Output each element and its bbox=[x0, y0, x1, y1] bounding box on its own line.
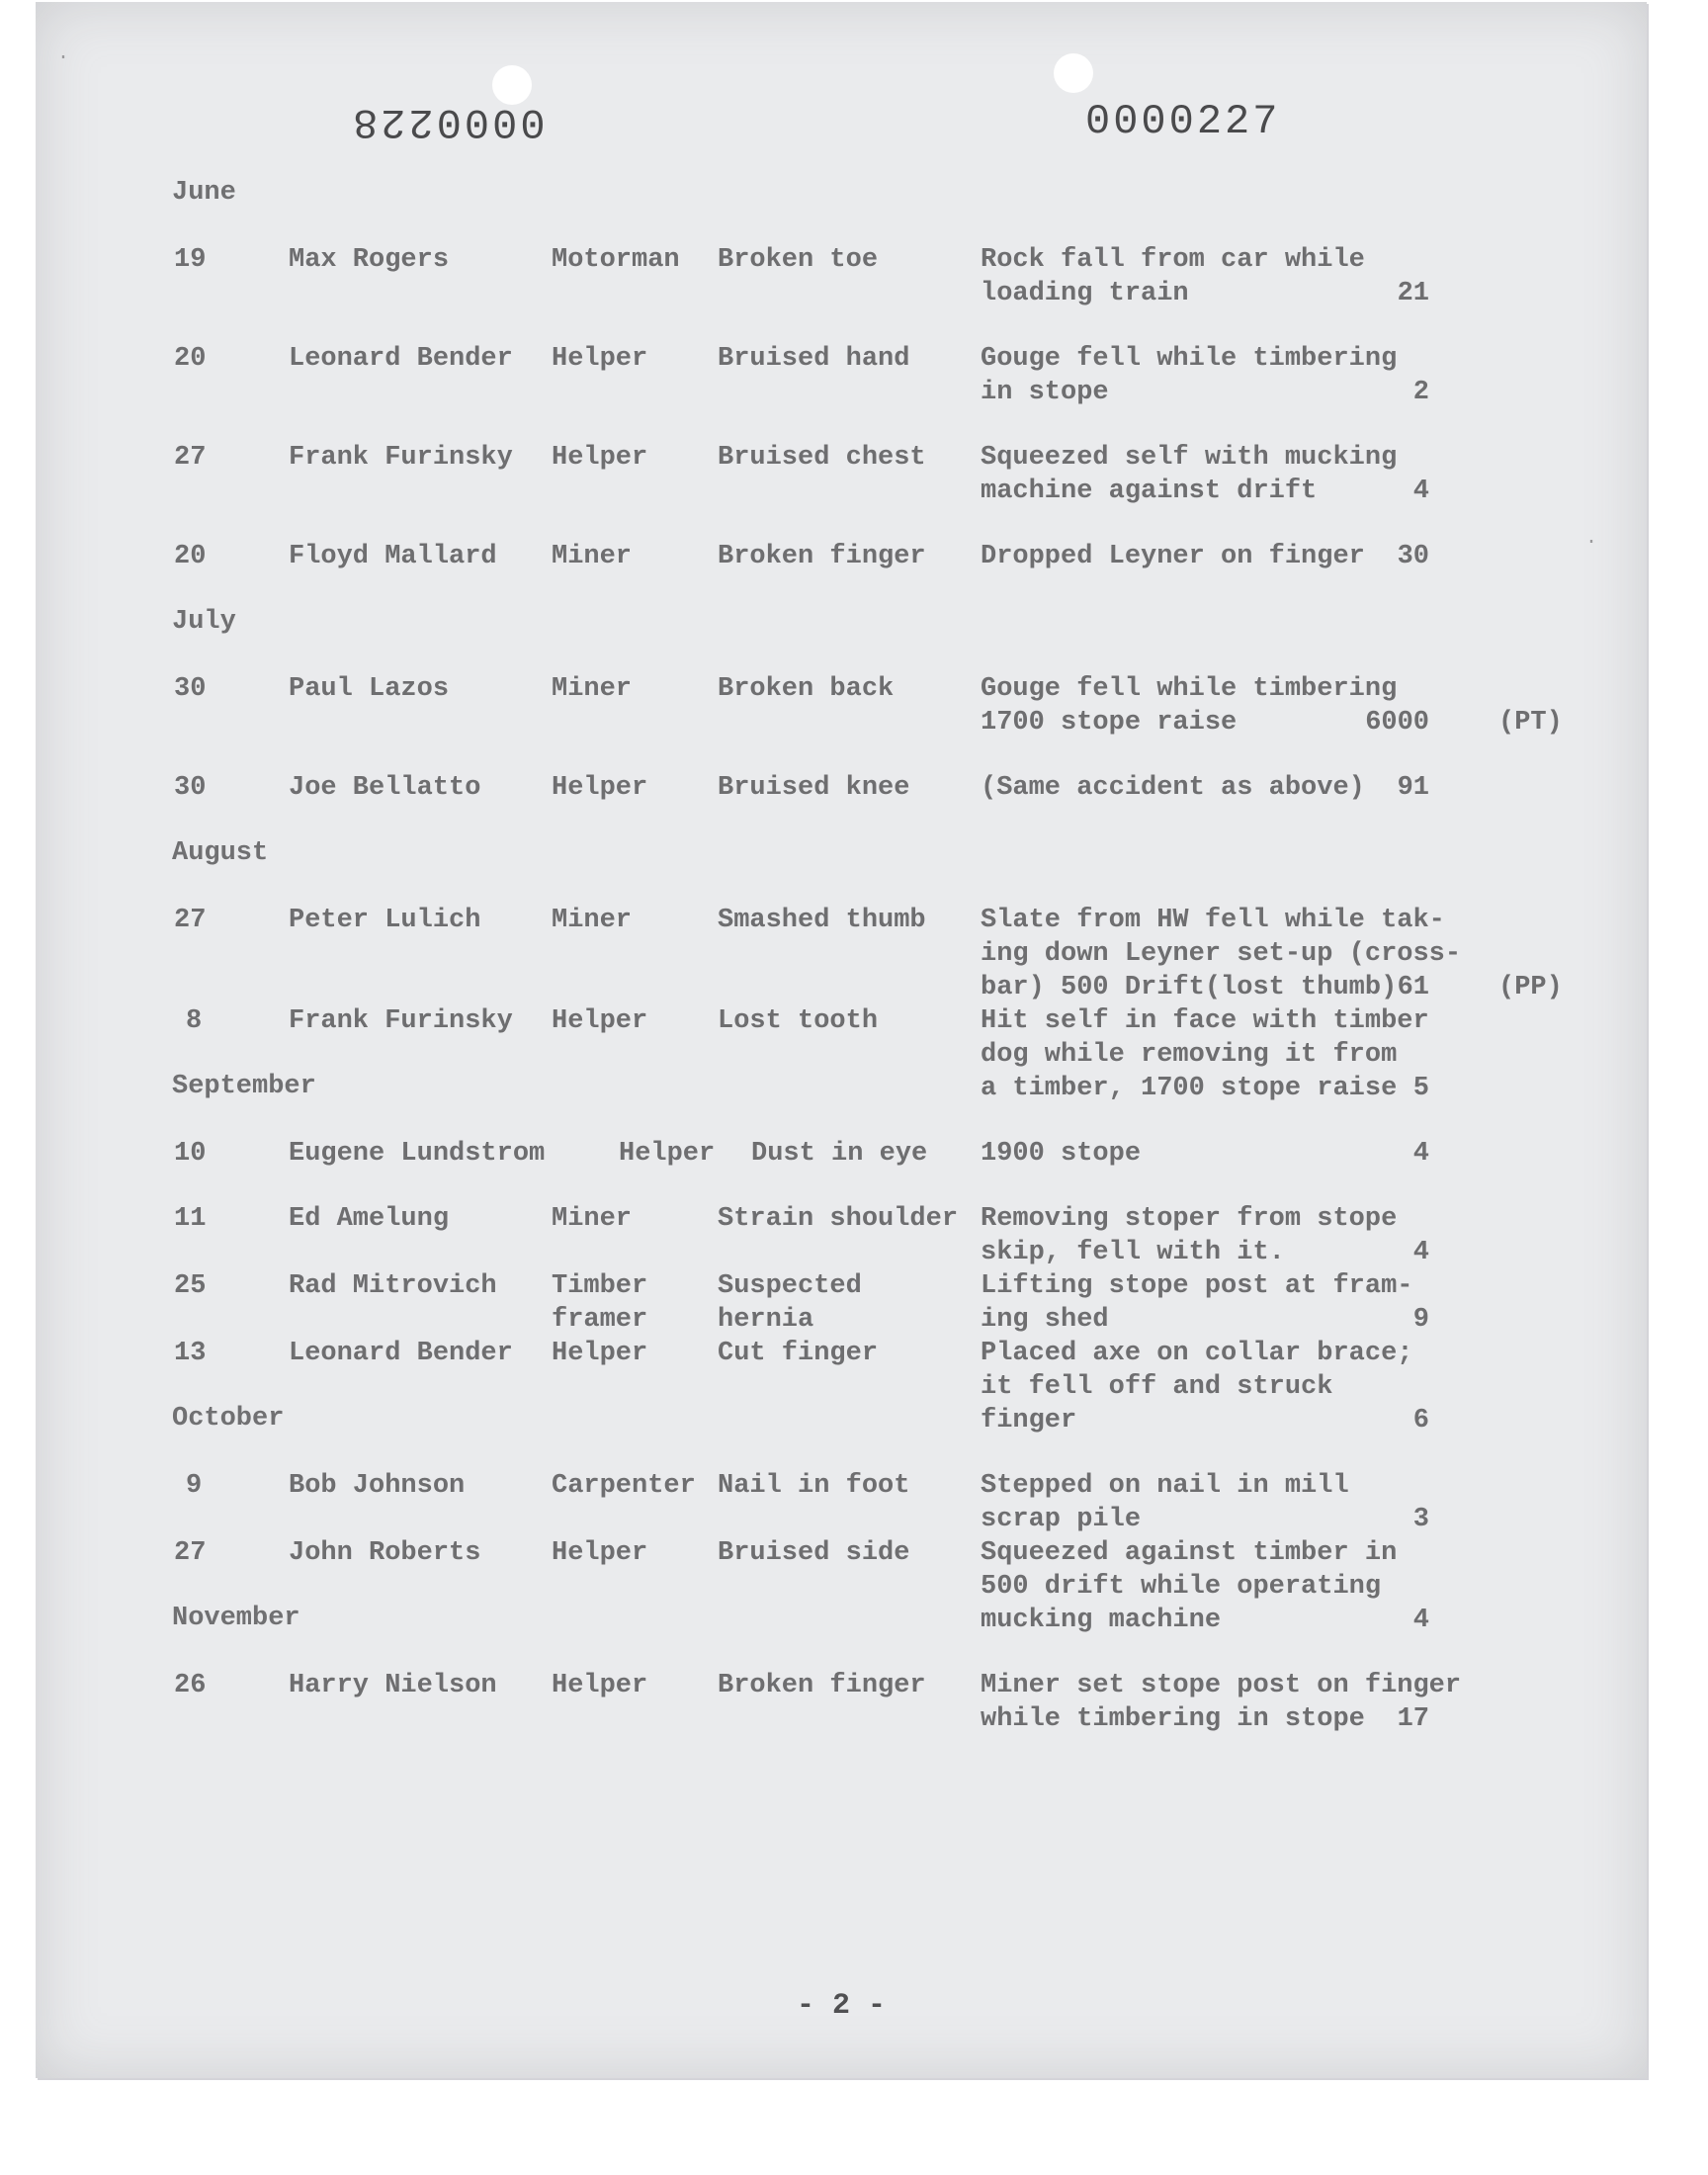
month-heading-august: August bbox=[172, 838, 269, 868]
days-lost-cell: 3 bbox=[1412, 1505, 1429, 1534]
scan-mark: · bbox=[57, 46, 70, 69]
injury-cell: Cut finger bbox=[718, 1339, 879, 1368]
injury-cell: Bruised hand bbox=[718, 344, 910, 374]
occupation-cell: Helper bbox=[552, 1339, 648, 1368]
days-lost-cell: 4 bbox=[1412, 1238, 1429, 1267]
name-cell: Eugene Lundstrom bbox=[289, 1139, 546, 1169]
days-lost-cell: 30 bbox=[1397, 542, 1429, 571]
days-lost-cell: 5 bbox=[1412, 1074, 1429, 1103]
name-cell: John Roberts bbox=[289, 1538, 481, 1568]
injury-cell: Broken toe bbox=[718, 245, 879, 275]
name-cell: Floyd Mallard bbox=[289, 542, 497, 571]
scan-mark: · bbox=[1585, 531, 1598, 554]
document-number-left: 0000228 bbox=[350, 98, 546, 145]
occupation-cell: Helper bbox=[552, 1538, 648, 1568]
days-lost-cell: 91 bbox=[1397, 773, 1429, 803]
description-cell: Slate from HW fell while tak- ing down Leyner set-up (cross- bar) 500 Drift(lost thumb) bbox=[981, 906, 1462, 1002]
name-cell: Max Rogers bbox=[289, 245, 450, 275]
occupation-cell: Helper bbox=[552, 773, 648, 803]
name-cell: Ed Amelung bbox=[289, 1204, 450, 1234]
name-cell: Bob Johnson bbox=[289, 1471, 466, 1501]
day-cell: 30 bbox=[174, 773, 207, 803]
description-cell: Dropped Leyner on finger bbox=[981, 542, 1365, 571]
occupation-cell: Miner bbox=[552, 542, 633, 571]
day-cell: 26 bbox=[174, 1671, 207, 1700]
page-number: - 2 - bbox=[796, 1989, 886, 2023]
day-cell: 19 bbox=[174, 245, 207, 275]
injury-cell: Strain shoulder bbox=[718, 1204, 959, 1234]
injury-cell: Bruised knee bbox=[718, 773, 910, 803]
injury-cell: Bruised side bbox=[718, 1538, 910, 1568]
description-cell: Hit self in face with timber dog while removing it from a timber, 1700 stope raise bbox=[981, 1006, 1429, 1103]
document-body bbox=[36, 2, 1647, 2078]
day-cell: 30 bbox=[174, 674, 207, 704]
day-cell: 9 bbox=[186, 1471, 203, 1501]
injury-cell: Lost tooth bbox=[718, 1006, 879, 1036]
injury-cell: Broken finger bbox=[718, 542, 926, 571]
injury-cell: Nail in foot bbox=[718, 1471, 910, 1501]
name-cell: Leonard Bender bbox=[289, 1339, 513, 1368]
days-lost-cell: 6000 bbox=[1365, 708, 1429, 738]
day-cell: 10 bbox=[174, 1139, 207, 1169]
injury-cell: Bruised chest bbox=[718, 443, 926, 473]
occupation-cell: Helper bbox=[552, 1671, 648, 1700]
name-cell: Leonard Bender bbox=[289, 344, 513, 374]
day-cell: 27 bbox=[174, 1538, 207, 1568]
day-cell: 8 bbox=[186, 1006, 203, 1036]
description-cell: Gouge fell while timbering in stope bbox=[981, 344, 1398, 407]
occupation-cell: Helper bbox=[552, 1006, 648, 1036]
document-number-right: 0000227 bbox=[1085, 98, 1281, 145]
day-cell: 27 bbox=[174, 906, 207, 935]
month-heading-july: July bbox=[172, 607, 236, 637]
injury-cell: Suspected hernia bbox=[718, 1271, 862, 1335]
occupation-cell: Helper bbox=[552, 344, 648, 374]
days-lost-cell: 17 bbox=[1397, 1704, 1429, 1734]
days-lost-cell: 21 bbox=[1397, 279, 1429, 308]
days-lost-cell: 9 bbox=[1412, 1305, 1429, 1335]
occupation-cell: Motorman bbox=[552, 245, 680, 275]
month-heading-november: November bbox=[172, 1604, 300, 1633]
days-lost-cell: 4 bbox=[1412, 1606, 1429, 1635]
occupation-cell: Miner bbox=[552, 1204, 633, 1234]
day-cell: 20 bbox=[174, 542, 207, 571]
name-cell: Frank Furinsky bbox=[289, 1006, 513, 1036]
occupation-cell: Helper bbox=[619, 1139, 716, 1169]
description-cell: (Same accident as above) bbox=[981, 773, 1365, 803]
name-cell: Rad Mitrovich bbox=[289, 1271, 497, 1301]
description-cell: 1900 stope bbox=[981, 1139, 1142, 1169]
month-heading-september: September bbox=[172, 1072, 316, 1101]
document-sheet bbox=[36, 2, 1647, 2078]
description-cell: Placed axe on collar brace; it fell off and struck finger bbox=[981, 1339, 1413, 1436]
days-lost-cell: 6 bbox=[1412, 1406, 1429, 1436]
occupation-cell: Helper bbox=[552, 443, 648, 473]
note-cell: (PT) bbox=[1498, 708, 1563, 738]
month-heading-june: June bbox=[172, 178, 236, 208]
day-cell: 13 bbox=[174, 1339, 207, 1368]
day-cell: 11 bbox=[174, 1204, 207, 1234]
description-cell: Squeezed self with mucking machine against drift bbox=[981, 443, 1398, 506]
injury-cell: Broken finger bbox=[718, 1671, 926, 1700]
description-cell: Lifting stope post at fram- ing shed bbox=[981, 1271, 1413, 1335]
occupation-cell: Miner bbox=[552, 906, 633, 935]
days-lost-cell: 2 bbox=[1412, 378, 1429, 407]
description-cell: Rock fall from car while loading train bbox=[981, 245, 1365, 308]
occupation-cell: Timber framer bbox=[552, 1271, 648, 1335]
days-lost-cell: 4 bbox=[1412, 477, 1429, 506]
month-heading-october: October bbox=[172, 1404, 285, 1434]
name-cell: Joe Bellatto bbox=[289, 773, 481, 803]
occupation-cell: Miner bbox=[552, 674, 633, 704]
name-cell: Paul Lazos bbox=[289, 674, 450, 704]
description-cell: Gouge fell while timbering 1700 stope raise bbox=[981, 674, 1398, 738]
days-lost-cell: 4 bbox=[1412, 1139, 1429, 1169]
day-cell: 27 bbox=[174, 443, 207, 473]
name-cell: Peter Lulich bbox=[289, 906, 481, 935]
description-cell: Squeezed against timber in 500 drift while operating mucking machine bbox=[981, 1538, 1398, 1635]
injury-cell: Broken back bbox=[718, 674, 895, 704]
name-cell: Frank Furinsky bbox=[289, 443, 513, 473]
note-cell: (PP) bbox=[1498, 973, 1563, 1002]
description-cell: Stepped on nail in mill scrap pile bbox=[981, 1471, 1349, 1534]
description-cell: Removing stoper from stope skip, fell with it. bbox=[981, 1204, 1398, 1267]
days-lost-cell: 61 bbox=[1397, 973, 1429, 1002]
day-cell: 25 bbox=[174, 1271, 207, 1301]
injury-cell: Smashed thumb bbox=[718, 906, 926, 935]
injury-cell: Dust in eye bbox=[751, 1139, 928, 1169]
name-cell: Harry Nielson bbox=[289, 1671, 497, 1700]
description-cell: Miner set stope post on finger while timbering in stope bbox=[981, 1671, 1462, 1734]
occupation-cell: Carpenter bbox=[552, 1471, 696, 1501]
day-cell: 20 bbox=[174, 344, 207, 374]
